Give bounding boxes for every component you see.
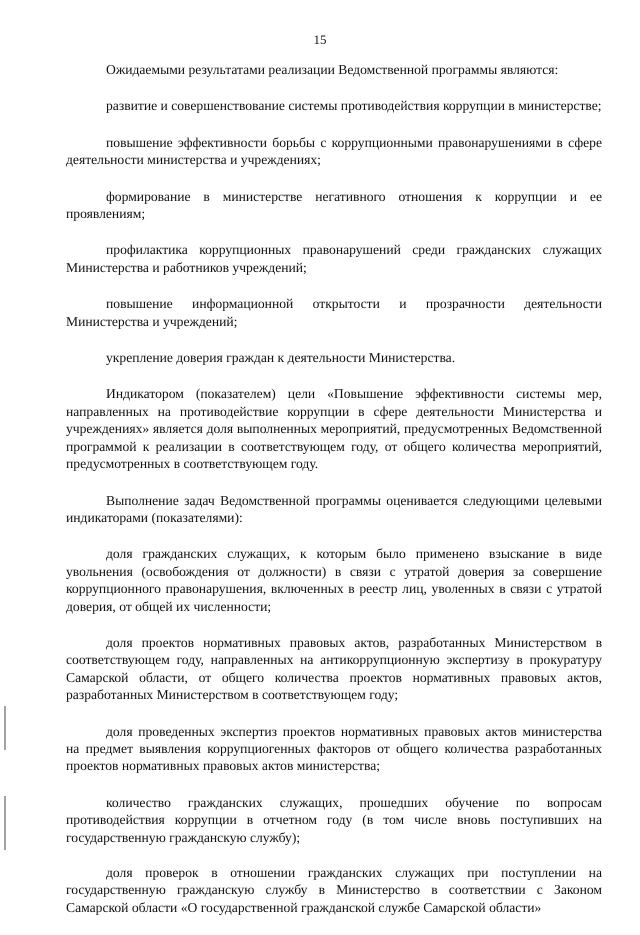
paragraph-result-1: развитие и совершенствование системы противодействия коррупции в министерстве; xyxy=(106,98,602,114)
paragraph-result-2: повышение эффективности борьбы с коррупционными правонарушениями в сфере деятельности министерства и учреждениях; xyxy=(66,134,602,168)
paragraph-result-5: повышение информационной открытости и прозрачности деятельности Министерства и учреждений; xyxy=(66,296,602,329)
document-body xyxy=(66,61,602,935)
paragraph-indicator-3: доля проведенных экспертиз проектов нормативных правовых актов министерства на предмет выявления коррупциогенных факторов от общего количества разработанных проектов нормативных правовых актов министерства; xyxy=(66,723,602,774)
paragraph-goal-indicator: Индикатором (показателем) цели «Повышение эффективности системы мер, направленных на противодействие коррупции в сфере деятельности Министерства и учреждениях» является доля выполненных мероприятий, предусмотренных Ведомственной программой к реализации в соответствующем году, от общего количества мероприятий, предусмотренных в соответствующем году. xyxy=(66,386,602,472)
scan-edge-mark xyxy=(4,706,6,750)
paragraph-indicator-1: доля гражданских служащих, к которым было применено взыскание в виде увольнения (освобождения от должности) в связи с утратой доверия за совершение коррупционного правонарушения, включенных в реестр лиц, уволенных в связи с утратой доверия, от общей их численности; xyxy=(66,546,602,614)
page-number: 15 xyxy=(313,32,327,47)
scan-edge-mark xyxy=(4,796,6,850)
paragraph-indicator-4: количество гражданских служащих, прошедших обучение по вопросам противодействия коррупции в отчетном году (в том числе вновь поступивших на государственную гражданскую службу); xyxy=(66,794,602,845)
paragraph-tasks-evaluation: Выполнение задач Ведомственной программы оценивается следующими целевыми индикаторами (показателями): xyxy=(66,492,602,525)
paragraph-result-3: формирование в министерстве негативного отношения к коррупции и ее проявлениям; xyxy=(66,188,602,222)
paragraph-indicator-2: доля проектов нормативных правовых актов, разработанных Министерством в соответствующем году, направленных на антикоррупционную экспертизу в прокуратуру Самарской области, от общего количества проектов нормативных правовых актов, разработанных Министерством в соответствующем году; xyxy=(66,634,602,703)
paragraph-result-4: профилактика коррупционных правонарушений среди гражданских служащих Министерства и работников учреждений; xyxy=(66,242,602,275)
paragraph-expected-results: Ожидаемыми результатами реализации Ведомственной программы являются: xyxy=(106,62,559,77)
paragraph-result-6: укрепление доверия граждан к деятельности Министерства. xyxy=(106,350,456,366)
paragraph-indicator-5: доля проверок в отношении гражданских служащих при поступлении на государственную гражданскую службу в Министерство в соответствии с Законом Самарской области «О государственной гражданской службе Самарской области» xyxy=(66,865,602,915)
